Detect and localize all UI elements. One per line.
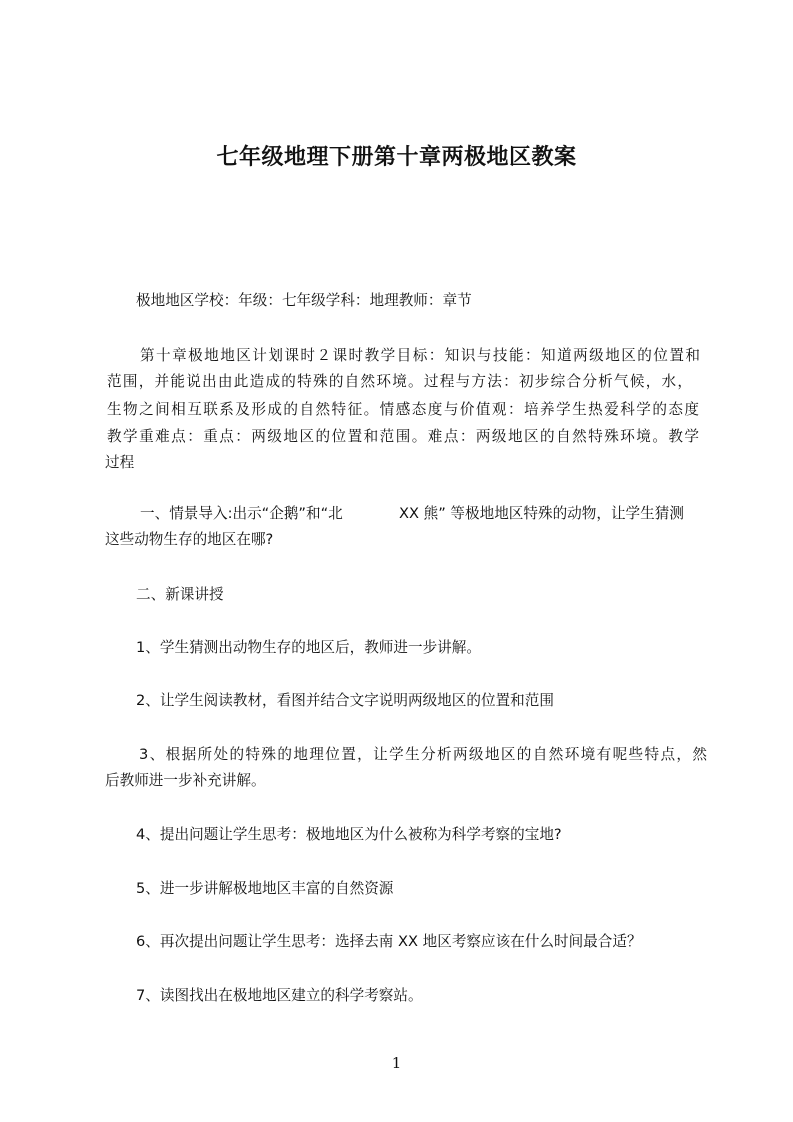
section2-heading: 二、新课讲授 [136,586,224,603]
step-2: 2、让学生阅读教材，看图并结合文字说明两级地区的位置和范围 [136,692,554,709]
page-number: 1 [391,1054,402,1072]
step-1: 1、学生猜测出动物生存的地区后，教师进一步讲解。 [136,639,481,656]
step-5: 5、进一步讲解极地地区丰富的自然资源 [136,880,394,897]
plan-line-2: 范围，并能说出由此造成的特殊的自然环境。过程与方法：初步综合分析气候，水， [107,373,692,390]
plan-line-4: 教学重难点：重点：两级地区的位置和范围。难点：两级地区的自然特殊环境。教学 [107,428,699,445]
intro-line-2: 这些动物生存的地区在哪? [105,531,274,548]
plan-line-1: 第十章极地地区计划课时２课时教学目标：知识与技能：知道两级地区的位置和 [140,347,700,364]
step-3-line-2: 后教师进一步补充讲解。 [105,772,266,789]
step-3-line-1: 3、根据所处的特殊的地理位置，让学生分析两级地区的自然环境有呢些特点，然 [139,746,707,763]
intro-line-1b: XX 熊” 等极地地区特殊的动物，让学生猜测 [399,505,684,522]
info-line: 极地地区学校：年级：七年级学科：地理教师：章节 [136,292,472,309]
intro-line-1a: 一、情景导入:出示“企鹅”和“北 [140,505,343,522]
plan-line-5: 过程 [105,454,135,471]
step-6: 6、再次提出问题让学生思考：选择去南 XX 地区考察应该在什么时间最合适？ [136,933,642,950]
document-title: 七年级地理下册第十章两极地区教案 [216,145,577,170]
step-7: 7、读图找出在极地地区建立的科学考察站。 [136,987,423,1004]
step-4: 4、提出问题让学生思考：极地地区为什么被称为科学考察的宝地? [136,826,562,843]
plan-line-3: 生物之间相互联系及形成的自然特征。情感态度与价值观：培养学生热爱科学的态度 [107,401,699,418]
